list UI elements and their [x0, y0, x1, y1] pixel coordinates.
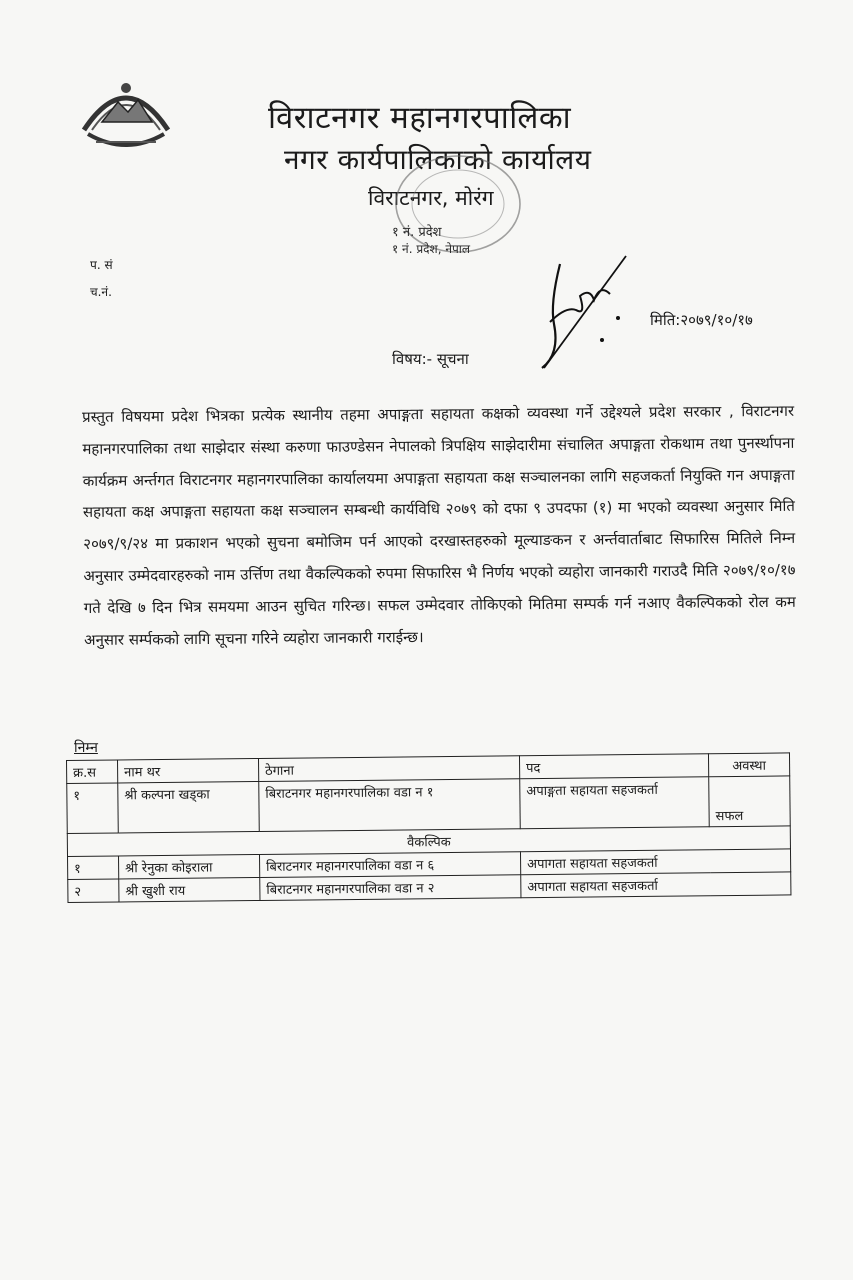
office-subtitle: नगर कार्यपालिकाको कार्यालय: [284, 143, 592, 176]
office-location: विराटनगर, मोरंग: [368, 186, 494, 210]
notice-subject: विषय:- सूचना: [392, 350, 469, 368]
seal-text-2: १ नं. प्रदेश, नेपाल: [392, 242, 471, 256]
cell-address: बिराटनगर महानगरपालिका वडा न १: [259, 779, 521, 832]
cell-post: अपाङ्गता सहायता सहजकर्ता: [520, 777, 710, 829]
table-row: [67, 776, 790, 834]
cell-address: बिराटनगर महानगरपालिका वडा न ६: [259, 852, 520, 878]
alternate-label: वैकल्पिक: [67, 826, 790, 857]
header-name: नाम थर: [118, 758, 259, 782]
signature-icon: [520, 244, 640, 374]
cell-name: श्री खुशी राय: [119, 877, 260, 901]
list-heading: निम्न: [74, 740, 98, 756]
cell-address: बिराटनगर महानगरपालिका वडा न २: [260, 875, 521, 901]
dispatch-number-label: च.नं.: [90, 285, 112, 299]
seal-text-1: १ नं. प्रदेश: [392, 225, 442, 240]
header-status: अवस्था: [708, 753, 789, 777]
cell-post: अपागता सहायता सहजकर्ता: [520, 849, 790, 875]
cell-sn: १: [67, 783, 119, 834]
header-sn: क्र.स: [67, 760, 118, 784]
cell-name: श्री कल्पना खड्का: [118, 781, 260, 832]
cell-name: श्री रेनुका कोइराला: [119, 854, 260, 878]
office-title: विराटनगर महानगरपालिका: [268, 100, 572, 136]
cell-sn: १: [68, 856, 119, 880]
notice-date: मिति:२०७९/१०/१७: [650, 311, 753, 329]
government-emblem-icon: [74, 72, 178, 154]
cell-status: सफल: [709, 776, 791, 827]
header-address: ठेगाना: [258, 756, 519, 782]
reference-number-label: प. सं: [90, 258, 113, 272]
candidate-table: [66, 752, 791, 903]
notice-body: प्रस्तुत विषयमा प्रदेश भित्रका प्रत्येक स्थानीय तहमा अपाङ्गता सहायता कक्षको व्यवस्था गर्ने उद्देश्यले प्रदेश सरकार , विराटनगर महानगरपालिका तथा साझेदार संस्था करुणा फाउण्डेसन नेपालको त्रिपक्षिय साझेदारीमा संचालित अपाङ्गता रोकथाम तथा पुनर्स्थापना कार्यक्रम अर्न्तगत विराटनगर महानगरपालिका कार्यालयमा अपाङ्गता सहायता कक्ष सञ्चालनका लागि सहजकर्ता नियुक्ति गन अपाङ्गता सहायता कक्ष अपाङ्गता सहायता कक्ष सञ्चालन सम्बन्धी कार्यविधि २०७९ को दफा ९ उपदफा (१) मा भएको व्यवस्था अनुसार मिति २०७९/९/२४ मा प्रकाशन भएको सुचना बमोजिम पर्न आएको दरखास्तहरुको मूल्याङकन र अर्न्तवार्ताबाट सिफारिस मितिले निम्न अनुसार उम्मेदवारहरुको नाम उर्त्तिण तथा वैकल्पिकको रुपमा सिफारिस भै निर्णय भएको व्यहोरा जानकारी गराउदै मिति २०७९/१०/१७ गते देखि ७ दिन भित्र समयमा आउन सुचित गरिन्छ। सफल उम्मेदवार तोकिएको मितिमा सम्पर्क गर्न नआए वैकल्पिकको रोल कम अनुसार सर्म्पकको लागि सूचना गरिने व्यहोरा जानकारी गराईन्छ।: [82, 401, 796, 649]
cell-post: अपागता सहायता सहजकर्ता: [521, 872, 791, 898]
cell-sn: २: [68, 879, 119, 903]
header-post: पद: [519, 754, 708, 779]
